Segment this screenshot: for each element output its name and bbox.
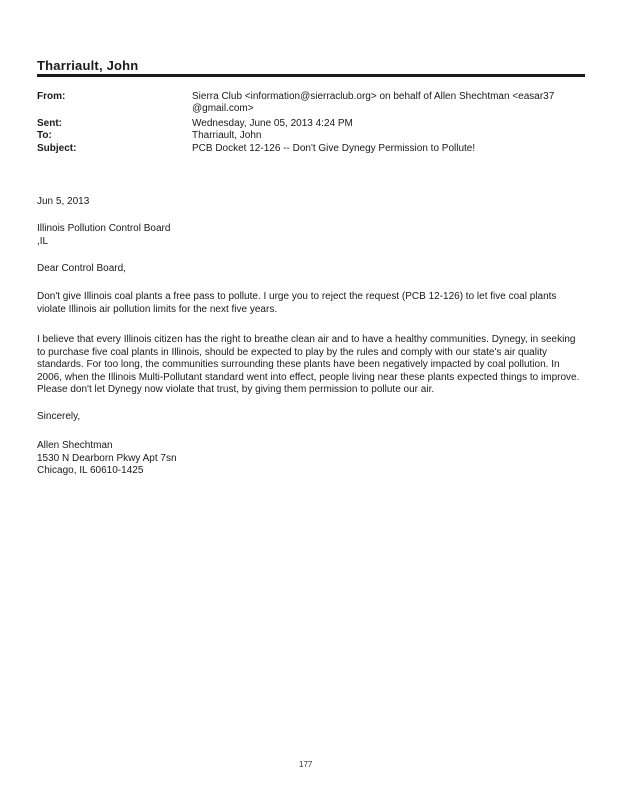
from-value-line1: Sierra Club <information@sierraclub.org> on behalf of Allen Shechtman <easar37 bbox=[192, 91, 555, 102]
signature-address-line2: Chicago, IL 60610-1425 bbox=[37, 465, 144, 476]
paragraph-1: Don't give Illinois coal plants a free pass to pollute. I urge you to reject the request (PCB 12-126) to let five coal plants violate Illinois air pollution limits for the next five years. bbox=[37, 291, 557, 315]
from-value-line2: @gmail.com> bbox=[192, 103, 254, 114]
sent-label: Sent: bbox=[37, 118, 62, 129]
sent-value: Wednesday, June 05, 2013 4:24 PM bbox=[192, 118, 353, 129]
recipient-location: ,IL bbox=[37, 235, 49, 247]
salutation: Dear Control Board, bbox=[37, 263, 126, 274]
letter-date: Jun 5, 2013 bbox=[37, 196, 90, 207]
paragraph-2: I believe that every Illinois citizen has the right to breathe clean air and to have a healthy communities. Dynegy, in seeking to purchase five coal plants in Illinois, should be expected to play by the rules and comply with our state's air quality standards. For too long, the communities surrounding these plants have been negatively impacted by coal pollution. In 2006, when the Illinois Multi-Pollutant standard went into effect, people living near these plants expected things to improve. Please don't let Dynegy now violate that trust, by giving them permission to pollute our air. bbox=[37, 334, 580, 395]
page-number: 177 bbox=[299, 760, 313, 769]
subject-label: Subject: bbox=[37, 143, 77, 154]
from-value bbox=[192, 91, 587, 115]
header-divider bbox=[37, 74, 585, 77]
email-owner-name: Tharriault, John bbox=[37, 58, 139, 73]
subject-value: PCB Docket 12-126 -- Don't Give Dynegy Permission to Pollute! bbox=[192, 143, 476, 154]
signature-name: Allen Shechtman bbox=[37, 440, 113, 451]
recipient-name: Illinois Pollution Control Board bbox=[37, 223, 171, 234]
closing: Sincerely, bbox=[37, 411, 81, 422]
signature-address-line1: 1530 N Dearborn Pkwy Apt 7sn bbox=[37, 452, 177, 464]
to-label: To: bbox=[37, 130, 52, 141]
to-value: Tharriault, John bbox=[192, 130, 262, 141]
recipient-block bbox=[37, 223, 582, 248]
from-label: From: bbox=[37, 91, 66, 102]
signature-block bbox=[37, 440, 582, 478]
